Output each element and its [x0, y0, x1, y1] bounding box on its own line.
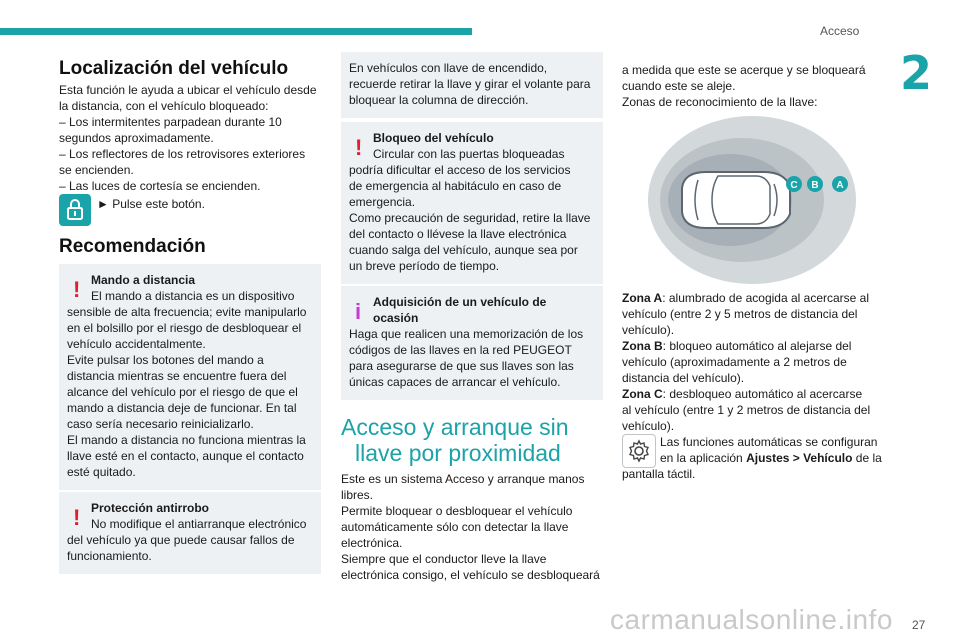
- text-line: electrónica.: [341, 536, 403, 550]
- car-top-view: [682, 172, 790, 228]
- text-line: Siempre que el conductor lleve la llave: [341, 552, 547, 566]
- zone-c-marker: [786, 176, 802, 192]
- info-box-adquisicion: [341, 286, 603, 400]
- text-line: vehículo).: [622, 419, 675, 433]
- zones-intro: [622, 62, 884, 110]
- section-title-line: Acceso y arranque sin: [341, 414, 569, 440]
- section-title-line: llave por proximidad: [355, 440, 561, 466]
- section-title: [341, 414, 603, 466]
- info-heading: Adquisición de un vehículo de: [373, 295, 547, 309]
- text-line: cuando salga del vehículo, aunque sea por: [349, 243, 578, 257]
- text-line: caso sería necesario reinicializarlo.: [67, 417, 254, 431]
- warning-heading: Mando a distancia: [91, 273, 196, 287]
- warning-heading: Protección antirrobo: [91, 501, 210, 515]
- localizacion-text: [59, 82, 321, 194]
- text-fragment: en la aplicación: [660, 451, 747, 465]
- warning-icon: !: [355, 135, 363, 160]
- text-line: – Los reflectores de los retrovisores exteriores: [59, 147, 306, 161]
- settings-path: Ajustes > Vehículo: [746, 451, 853, 465]
- zone-b-name: Zona B: [622, 339, 663, 353]
- chapter-number: 2: [900, 46, 933, 100]
- zones-description: [622, 290, 884, 434]
- text-line: vehículo (entre 2 y 5 metros de distancia del: [622, 307, 858, 321]
- text-line: un breve período de tiempo.: [349, 259, 500, 273]
- text-line: distancia del vehículo).: [622, 371, 745, 385]
- watermark: carmanualsonline.info: [610, 604, 893, 635]
- text-line: códigos de las llaves en la red PEUGEOT: [349, 343, 572, 357]
- text-line: únicas capaces de arrancar el vehículo.: [349, 375, 561, 389]
- heading-localizacion: Localización del vehículo: [59, 58, 289, 79]
- text-line: libres.: [341, 488, 374, 502]
- text-line: automáticamente sólo con detectar la llave: [341, 520, 569, 534]
- text-line: en el bolsillo por el riesgo de desbloquear el: [67, 321, 302, 335]
- text-line: Zonas de reconocimiento de la llave:: [622, 95, 818, 109]
- text-line: a medida que este se acerque y se bloqueará: [622, 63, 866, 77]
- text-line: se encienden.: [59, 163, 134, 177]
- warning-icon: !: [73, 277, 81, 302]
- section-body: [341, 471, 603, 583]
- zone-a-text: [622, 290, 884, 306]
- text-line: : alumbrado de acogida al acercarse al: [662, 291, 870, 305]
- text-line: bloquear la columna de dirección.: [349, 93, 529, 107]
- warning-box-mando: [59, 264, 321, 490]
- text-line: Como precaución de seguridad, retire la llave: [349, 211, 591, 225]
- warning-box-bloqueo: [341, 122, 603, 284]
- text-line: vehículo).: [622, 323, 675, 337]
- text-line: vehículo accidentalmente.: [67, 337, 206, 351]
- text-line: El mando a distancia es un dispositivo: [91, 289, 295, 303]
- text-line: Evite pulsar los botones del mando a: [67, 353, 264, 367]
- text-line: sensible de alta frecuencia; evite manipularlo: [67, 305, 307, 319]
- zone-b-marker: [807, 176, 823, 192]
- info-icon: i: [355, 299, 362, 324]
- settings-text: [660, 434, 886, 466]
- text-line: la distancia, con el vehículo bloqueado:: [59, 99, 269, 113]
- text-line: El mando a distancia no funciona mientras la: [67, 433, 306, 447]
- text-line: Haga que realicen una memorización de los: [349, 327, 584, 341]
- text-line: Este es un sistema Acceso y arranque manos: [341, 472, 585, 486]
- text-line: No modifique el antiarranque electrónico: [91, 517, 307, 531]
- text-line: – Las luces de cortesía se encienden.: [59, 179, 261, 193]
- text-line: distancia mientras se encuentre fuera del: [67, 369, 287, 383]
- text-line: cuando este se aleje.: [622, 79, 736, 93]
- zone-b-label: B: [811, 180, 819, 191]
- info-heading: ocasión: [373, 311, 419, 325]
- page-number: 27: [912, 618, 926, 632]
- text-line: alcance del vehículo por el riesgo de que el: [67, 385, 298, 399]
- text-fragment: de la: [852, 451, 882, 465]
- text-line: mando a distancia deje de funcionar. En tal: [67, 401, 297, 415]
- header-section-label: Acceso: [820, 24, 860, 38]
- header-accent-bar: [0, 28, 472, 35]
- text-line: podría dificultar el acceso de los servicios: [349, 163, 571, 177]
- text-line: En vehículos con llave de encendido,: [349, 61, 548, 75]
- text-line: del vehículo ya que puede causar fallos de: [67, 533, 295, 547]
- text-line: de emergencia al habitáculo en caso de: [349, 179, 562, 193]
- zone-a-label: A: [836, 180, 844, 191]
- text-line: al vehículo (entre 1 y 2 metros de distancia del: [622, 403, 871, 417]
- text-line: [660, 450, 886, 466]
- text-line: Esta función le ayuda a ubicar el vehículo desde: [59, 83, 317, 97]
- text-line: esté quitado.: [67, 465, 136, 479]
- text-line: pantalla táctil.: [622, 467, 696, 481]
- text-line: del contacto o llévese la llave electrónica: [349, 227, 567, 241]
- zone-a-marker: [832, 176, 848, 192]
- zone-b-text: [622, 338, 884, 354]
- warning-icon: !: [73, 505, 81, 530]
- zone-c-name: Zona C: [622, 387, 663, 401]
- text-line: para asegurarse de que sus llaves son las: [349, 359, 574, 373]
- text-line: : bloqueo automático al alejarse del: [662, 339, 852, 353]
- heading-recomendacion: Recomendación: [59, 236, 206, 257]
- text-line: segundos aproximadamente.: [59, 131, 214, 145]
- warning-box-antirrobo: [59, 492, 321, 574]
- text-line: llave esté en el contacto, aunque el contacto: [67, 449, 304, 463]
- text-line: Circular con las puertas bloqueadas: [373, 147, 565, 161]
- text-line: recuerde retirar la llave y girar el volante para: [349, 77, 591, 91]
- zone-c-text: [622, 386, 884, 402]
- text-line: Permite bloquear o desbloquear el vehículo: [341, 504, 573, 518]
- text-line: Las funciones automáticas se configuran: [660, 435, 878, 449]
- lock-button-icon: [59, 194, 91, 226]
- zone-a-name: Zona A: [622, 291, 663, 305]
- press-button-text: ► Pulse este botón.: [97, 197, 205, 211]
- text-line: – Los intermitentes parpadean durante 10: [59, 115, 282, 129]
- text-line: funcionamiento.: [67, 549, 152, 563]
- gear-icon: [622, 434, 656, 468]
- key-zones-diagram: [646, 114, 860, 286]
- text-line: emergencia.: [349, 195, 416, 209]
- note-box-llave: [341, 52, 603, 118]
- warning-heading: Bloqueo del vehículo: [373, 131, 494, 145]
- text-line: vehículo (aproximadamente a 2 metros de: [622, 355, 847, 369]
- zone-c-label: C: [790, 180, 798, 191]
- text-line: electrónica consigo, el vehículo se desbloqueará: [341, 568, 600, 582]
- text-line: : desbloqueo automático al acercarse: [662, 387, 863, 401]
